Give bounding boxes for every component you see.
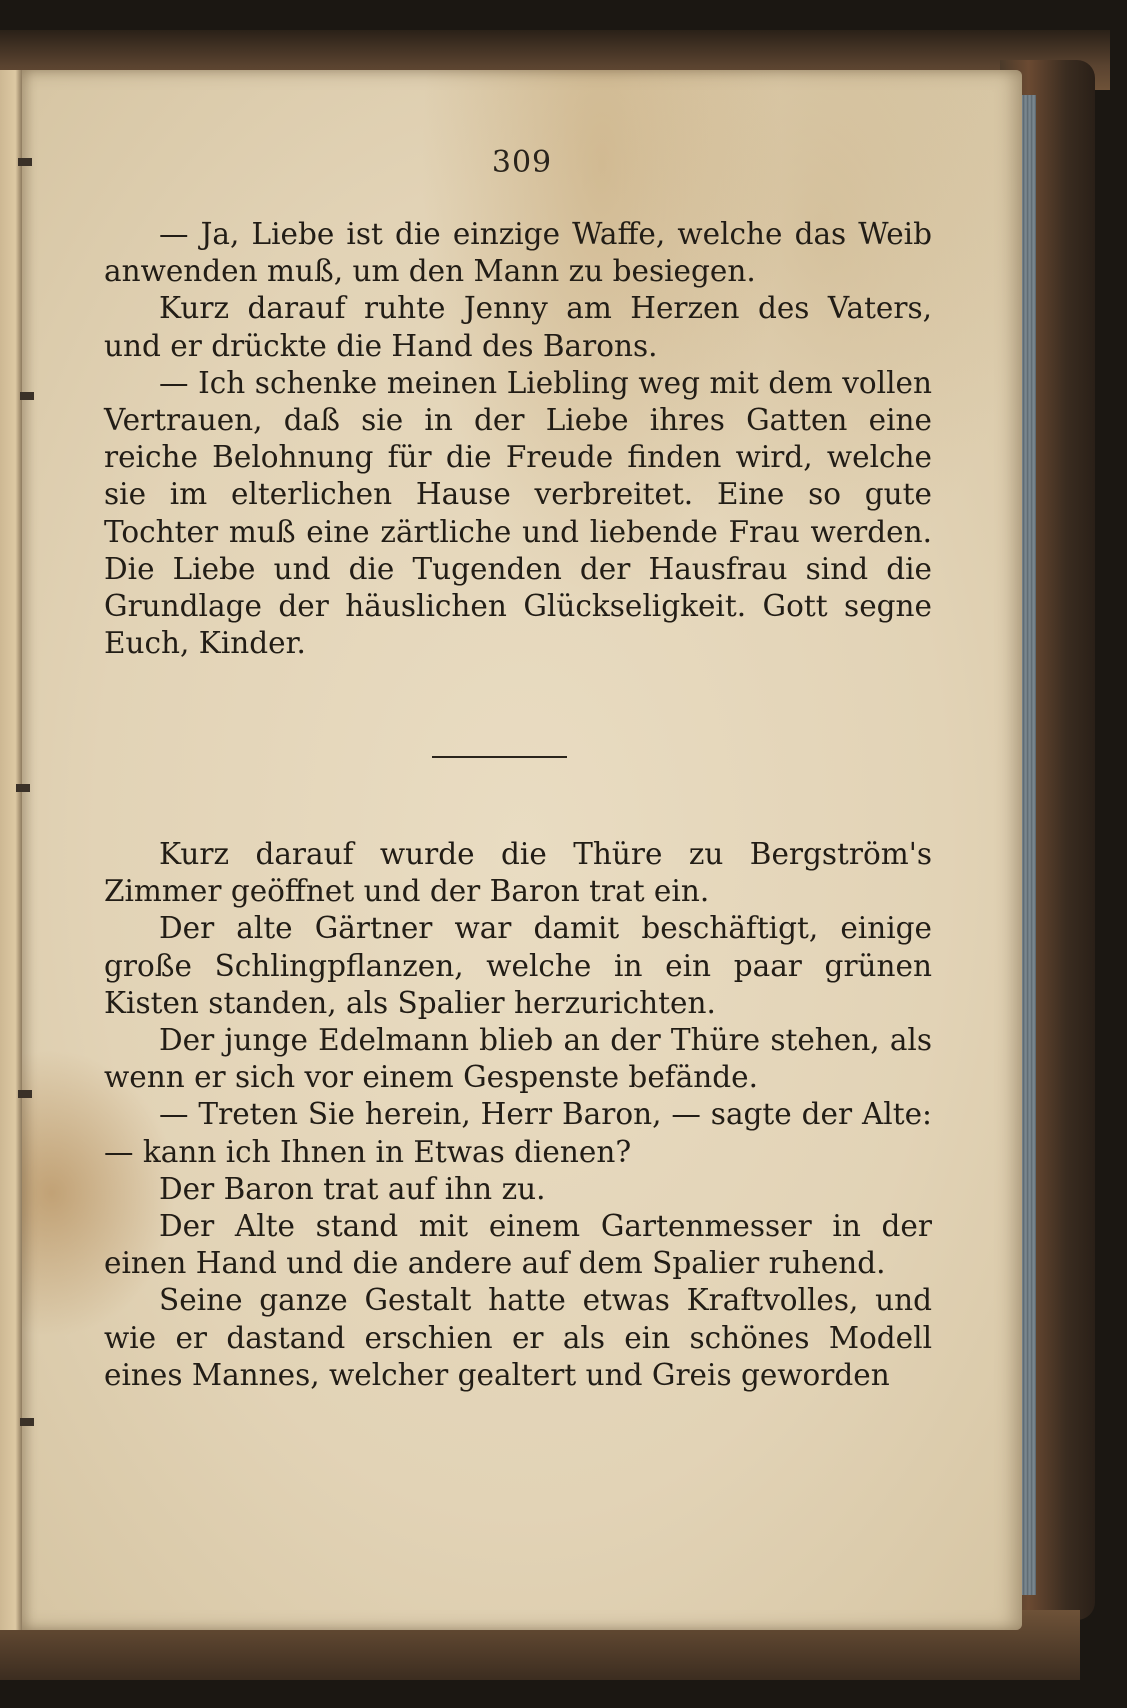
binding-thread-mark <box>16 784 30 792</box>
paragraph: Seine ganze Gestalt hatte etwas Kraftvolles, und wie er dastand erschien er als ein schönes Modell eines Mannes, welcher gealtert und Greis geworden <box>104 1283 932 1392</box>
binding-thread-mark <box>20 392 34 400</box>
paragraph: Kurz darauf wurde die Thüre zu Bergström's Zimmer geöffnet und der Baron trat ein. <box>104 837 932 909</box>
paragraph: Kurz darauf ruhte Jenny am Herzen des Vaters, und er drückte die Hand des Barons. <box>104 291 932 363</box>
facing-page-sliver <box>0 70 22 1630</box>
page-number: 309 <box>491 145 553 180</box>
paragraph: Der alte Gärtner war damit beschäftigt, einige große Schlingpflanzen, welche in ein paar grünen Kisten standen, als Spalier herzurichten. <box>104 911 932 1020</box>
paragraph: — Ja, Liebe ist die einzige Waffe, welche das Weib anwenden muß, um den Mann zu besiegen. <box>104 217 932 289</box>
text-block-bottom <box>104 836 932 1394</box>
binding-thread-mark <box>18 1090 32 1098</box>
text-block-top <box>104 216 932 662</box>
paragraph: Der Alte stand mit einem Gartenmesser in der einen Hand und die andere auf dem Spalier ruhend. <box>104 1209 932 1281</box>
binding-thread-mark <box>20 1418 34 1426</box>
book-page <box>22 70 1022 1630</box>
paragraph: Der junge Edelmann blieb an der Thüre stehen, als wenn er sich vor einem Gespenste befände. <box>104 1023 932 1095</box>
paragraph: — Treten Sie herein, Herr Baron, — sagte der Alte: — kann ich Ihnen in Etwas dienen? <box>104 1097 932 1169</box>
binding-thread-mark <box>18 158 32 166</box>
paragraph: — Ich schenke meinen Liebling weg mit dem vollen Vertrauen, daß sie in der Liebe ihres Gatten eine reiche Belohnung für die Freude finden wird, welche sie im elterlichen Hause verbreitet. Eine so gute Tochter muß eine zärtliche und liebende Frau werden. Die Liebe und die Tugenden der Hausfrau sind die Grundlage der häuslichen Glückseligkeit. Gott segne Euch, Kinder. <box>104 365 932 661</box>
paragraph: Der Baron trat auf ihn zu. <box>159 1171 546 1206</box>
section-divider <box>432 756 567 758</box>
